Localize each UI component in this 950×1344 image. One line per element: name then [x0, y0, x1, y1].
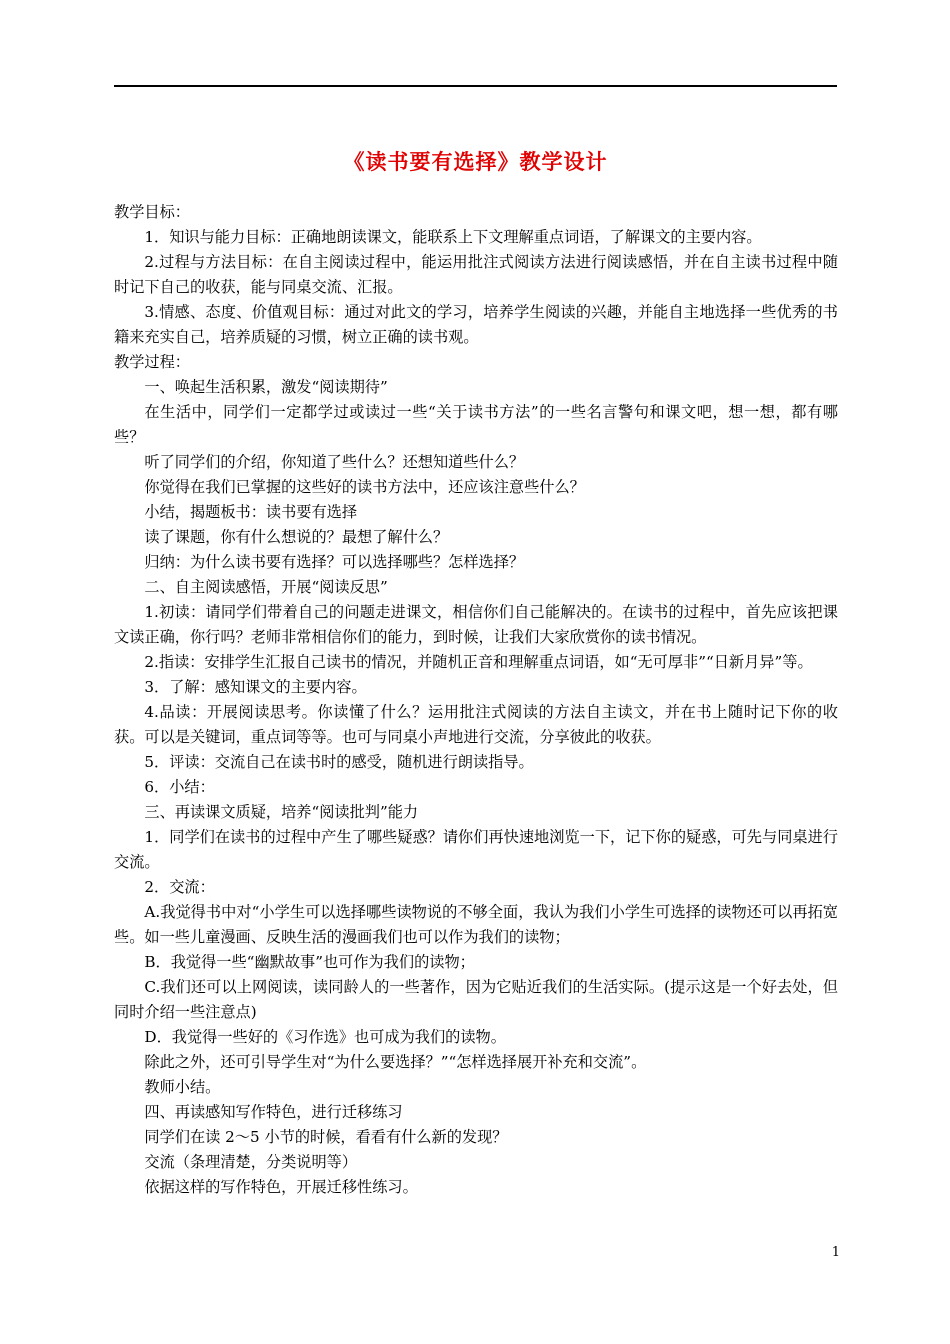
paragraph: D．我觉得一些好的《习作选》也可成为我们的读物。: [144, 1028, 506, 1046]
paragraph: 依据这样的写作特色，开展迁移性练习。: [144, 1178, 418, 1196]
paragraph: 你觉得在我们已掌握的这些好的读书方法中，还应该注意些什么？: [144, 478, 585, 496]
document-title: 《读书要有选择》教学设计: [343, 150, 608, 174]
paragraph: 交流（条理清楚，分类说明等）: [144, 1153, 358, 1171]
paragraph: 一、唤起生活积累，激发“阅读期待”: [144, 378, 388, 396]
paragraph: 听了同学们的介绍，你知道了些什么？还想知道些什么？: [144, 453, 525, 471]
paragraph: 1．知识与能力目标：正确地朗读课文，能联系上下文理解重点词语，了解课文的主要内容。: [144, 228, 762, 246]
paragraph: C.我们还可以上网阅读，读同龄人的一些著作，因为它贴近我们的生活实际。(提示这是一个好去处，但同时介绍一些注意点): [114, 978, 838, 1021]
paragraph: 二、自主阅读感悟，开展“阅读反思”: [144, 578, 388, 596]
paragraph: 教学过程：: [114, 353, 190, 371]
paragraph: 2．交流：: [144, 878, 215, 896]
paragraph: 读了课题，你有什么想说的？最想了解什么？: [144, 528, 449, 546]
paragraph: 在生活中，同学们一定都学过或读过一些“关于读书方法”的一些名言警句和课文吧，想一想，都有哪些？: [114, 403, 838, 446]
paragraph: 3.情感、态度、价值观目标：通过对此文的学习，培养学生阅读的兴趣，并能自主地选择一些优秀的书籍来充实自己，培养质疑的习惯，树立正确的读书观。: [114, 303, 838, 346]
paragraph: 2.过程与方法目标：在自主阅读过程中，能运用批注式阅读方法进行阅读感悟，并在自主读书过程中随时记下自己的收获，能与同桌交流、汇报。: [114, 253, 838, 296]
paragraph: A.我觉得书中对“小学生可以选择哪些读物说的不够全面，我认为我们小学生可选择的读物还可以再拓宽些。如一些儿童漫画、反映生活的漫画我们也可以作为我们的读物；: [114, 903, 838, 946]
paragraph: 归纳：为什么读书要有选择？可以选择哪些？怎样选择？: [144, 553, 525, 571]
paragraph: 6．小结：: [144, 778, 215, 796]
paragraph: 小结，揭题板书：读书要有选择: [144, 503, 358, 521]
paragraph: 同学们在读 2～5 小节的时候，看看有什么新的发现？: [144, 1128, 508, 1146]
document-body: [114, 200, 838, 1200]
paragraph: B．我觉得一些“幽默故事”也可作为我们的读物；: [144, 953, 475, 971]
paragraph: 4.品读：开展阅读思考。你读懂了什么？运用批注式阅读的方法自主读文，并在书上随时记下你的收获。可以是关键词，重点词等等。也可与同桌小声地进行交流，分享彼此的收获。: [114, 703, 838, 746]
paragraph: 3．了解：感知课文的主要内容。: [144, 678, 367, 696]
paragraph: 2.指读：安排学生汇报自己读书的情况，并随机正音和理解重点词语，如“无可厚非”“日新月异”等。: [144, 653, 813, 671]
page-number: 1: [831, 1245, 840, 1260]
paragraph: 三、再读课文质疑，培养“阅读批判”能力: [144, 803, 419, 821]
paragraph: 除此之外，还可引导学生对“为什么要选择？”“怎样选择展开补充和交流”。: [144, 1053, 647, 1071]
paragraph: 教学目标：: [114, 203, 190, 221]
paragraph: 5．评读：交流自己在读书时的感受，随机进行朗读指导。: [144, 753, 534, 771]
header-rule: [114, 85, 837, 87]
paragraph: 四、再读感知写作特色，进行迁移练习: [144, 1103, 403, 1121]
paragraph: 教师小结。: [144, 1078, 221, 1096]
paragraph: 1.初读：请同学们带着自己的问题走进课文，相信你们自己能解决的。在读书的过程中，首先应该把课文读正确，你行吗？老师非常相信你们的能力，到时候，让我们大家欣赏你的读书情况。: [114, 603, 838, 646]
paragraph: 1．同学们在读书的过程中产生了哪些疑惑？请你们再快速地浏览一下，记下你的疑惑，可先与同桌进行交流。: [114, 828, 838, 871]
